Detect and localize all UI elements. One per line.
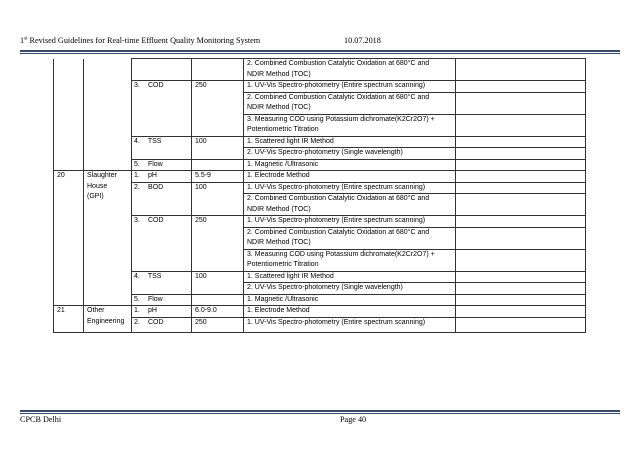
method-cell: 1. Electrode Method xyxy=(244,306,456,318)
remarks-cell xyxy=(456,249,586,271)
remarks-cell xyxy=(456,294,586,306)
method-cell: 1. Electrode Method xyxy=(244,171,456,183)
document-date: 10.07.2018 xyxy=(344,36,381,45)
remarks-cell xyxy=(456,92,586,114)
remarks-cell xyxy=(456,171,586,183)
method-cell: 2. Combined Combustion Catalytic Oxidation at 680°C and xyxy=(244,227,456,238)
industry-cell: Other Engineering xyxy=(84,306,132,333)
industry-cell xyxy=(84,59,132,171)
limit-cell xyxy=(192,294,244,306)
sno-cell: 20 xyxy=(54,171,84,306)
method-cell: 2. Combined Combustion Catalytic Oxidation at 680°C and xyxy=(244,92,456,103)
method-cell: NDIR Method (TOC) xyxy=(244,70,456,81)
remarks-cell xyxy=(456,271,586,283)
remarks-cell xyxy=(456,194,586,216)
method-cell: NDIR Method (TOC) xyxy=(244,205,456,216)
table-row xyxy=(54,317,586,332)
industry-cell: Slaughter House (GPI) xyxy=(84,171,132,306)
remarks-cell xyxy=(456,216,586,228)
table-row xyxy=(54,182,586,194)
footer-rule-thin xyxy=(20,413,620,414)
parameter-cell: 4. TSS xyxy=(132,271,192,294)
table-row xyxy=(54,171,586,183)
limit-cell: 100 xyxy=(192,271,244,294)
limit-cell: 100 xyxy=(192,136,244,159)
parameter-cell xyxy=(132,59,192,81)
limit-cell: 5.5-9 xyxy=(192,171,244,183)
header-rule xyxy=(20,50,620,52)
method-cell: 1. Scattered light IR Method xyxy=(244,271,456,283)
limit-cell xyxy=(192,159,244,171)
method-cell: 2. Combined Combustion Catalytic Oxidation at 680°C and xyxy=(244,194,456,205)
sno-cell: 21 xyxy=(54,306,84,333)
remarks-cell xyxy=(456,148,586,160)
limit-cell xyxy=(192,59,244,81)
parameter-cell: 4. TSS xyxy=(132,136,192,159)
parameter-cell: 1. pH xyxy=(132,306,192,318)
remarks-cell xyxy=(456,283,586,295)
remarks-cell xyxy=(456,317,586,332)
footer-organization: CPCB Delhi xyxy=(20,415,62,424)
method-cell: 2. UV-Vis Spectro-photometry (Single wavelength) xyxy=(244,148,456,160)
parameter-cell: 1. pH xyxy=(132,171,192,183)
method-cell: NDIR Method (TOC) xyxy=(244,103,456,114)
table-row xyxy=(54,136,586,148)
remarks-cell xyxy=(456,81,586,93)
parameter-cell: 2. COD xyxy=(132,317,192,332)
method-cell: 2. Combined Combustion Catalytic Oxidation at 680°C and xyxy=(244,59,456,70)
footer-rule xyxy=(20,410,620,412)
parameter-cell: 3. COD xyxy=(132,216,192,272)
page-number: Page 40 xyxy=(340,415,367,424)
remarks-cell xyxy=(456,114,586,136)
method-cell: 1. UV-Vis Spectro-photometry (Entire spectrum scanning) xyxy=(244,216,456,228)
method-cell: 1. Magnetic /Ultrasonic xyxy=(244,159,456,171)
table-row xyxy=(54,271,586,283)
limit-cell: 6.0-9.0 xyxy=(192,306,244,318)
method-cell: 1. UV-Vis Spectro-photometry (Entire spectrum scanning) xyxy=(244,81,456,93)
remarks-cell xyxy=(456,306,586,318)
method-cell: Potentiometric Titration xyxy=(244,260,456,271)
method-cell: 3. Measuring COD using Potassium dichromate(K2Cr2O7) + xyxy=(244,249,456,260)
method-cell: 1. UV-Vis Spectro-photometry (Entire spectrum scanning) xyxy=(244,182,456,194)
table-row xyxy=(54,306,586,318)
limit-cell: 250 xyxy=(192,81,244,137)
method-cell: 1. UV-Vis Spectro-photometry (Entire spectrum scanning) xyxy=(244,317,456,332)
table-row xyxy=(54,294,586,306)
document-title: 1st Revised Guidelines for Real-time Effluent Quality Monitoring System xyxy=(20,36,261,45)
remarks-cell xyxy=(456,59,586,81)
limit-cell: 250 xyxy=(192,317,244,332)
table-row xyxy=(54,81,586,93)
parameter-cell: 3. COD xyxy=(132,81,192,137)
method-cell: 2. UV-Vis Spectro-photometry (Single wavelength) xyxy=(244,283,456,295)
method-cell: 1. Scattered light IR Method xyxy=(244,136,456,148)
table-row xyxy=(54,59,586,70)
limit-cell: 250 xyxy=(192,216,244,272)
remarks-cell xyxy=(456,227,586,249)
method-cell: 1. Magnetic /Ultrasonic xyxy=(244,294,456,306)
page-footer xyxy=(20,415,620,429)
page-header xyxy=(20,36,620,50)
parameter-cell: 5. Flow xyxy=(132,159,192,171)
table-row xyxy=(54,216,586,228)
parameter-cell: 5. Flow xyxy=(132,294,192,306)
sno-cell xyxy=(54,59,84,171)
method-cell: NDIR Method (TOC) xyxy=(244,238,456,249)
remarks-cell xyxy=(456,182,586,194)
limit-cell: 100 xyxy=(192,182,244,216)
header-rule-thin xyxy=(20,53,620,54)
remarks-cell xyxy=(456,159,586,171)
method-cell: 3. Measuring COD using Potassium dichromate(K2Cr2O7) + xyxy=(244,114,456,125)
table-row xyxy=(54,159,586,171)
monitoring-table xyxy=(53,58,586,333)
remarks-cell xyxy=(456,136,586,148)
parameter-cell: 2. BOD xyxy=(132,182,192,216)
method-cell: Potentiometric Titration xyxy=(244,125,456,136)
